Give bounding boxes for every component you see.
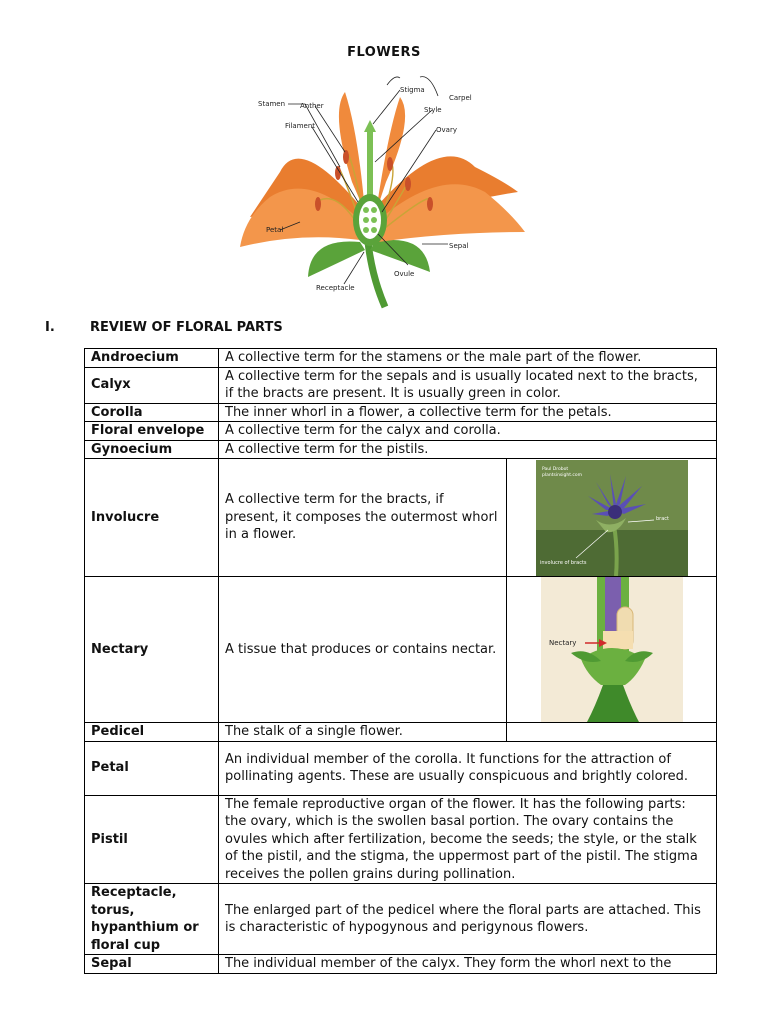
definition-cell: A collective term for the bracts, if present, it composes the outermost whorl in a flower. [219,459,507,577]
term-cell: Androecium [85,349,219,368]
nectary-image [507,577,717,723]
term-cell: Corolla [85,403,219,422]
label-style: Style [424,106,442,114]
table-row [85,440,717,459]
definition-cell: A collective term for the calyx and corolla. [219,422,717,441]
nectary-label: Nectary [548,639,576,647]
definition-cell: A collective term for the pistils. [219,440,717,459]
floral-parts-table [84,348,717,974]
definition-cell: The enlarged part of the pedicel where the floral parts are attached. This is characteristic of hypogynous and perigynous flowers. [219,884,717,955]
table-row [85,741,717,795]
section-number: I. [45,320,55,335]
term-cell: Receptacle, torus, hypanthium or floral cup [85,884,219,955]
involucre-label: involucre of bracts [539,559,587,566]
table-row [85,349,717,368]
definition-cell: An individual member of the corolla. It functions for the attraction of pollinating agents. These are usually conspicuous and brightly colored. [219,741,717,795]
table-row [85,884,717,955]
table-row [85,577,717,723]
label-ovule: Ovule [394,270,415,278]
term-cell: Nectary [85,577,219,723]
label-stamen: Stamen [258,100,286,108]
definition-cell: A collective term for the sepals and is usually located next to the bracts, if the bracts are present. It is usually green in color. [219,367,717,403]
term-cell: Gynoecium [85,440,219,459]
definition-cell: A collective term for the stamens or the male part of the flower. [219,349,717,368]
section-title: REVIEW OF FLORAL PARTS [90,320,283,335]
empty-cell [507,723,717,742]
page-title: FLOWERS [347,45,421,60]
definition-cell: The stalk of a single flower. [219,723,507,742]
table-row [85,955,717,974]
definition-cell: The individual member of the calyx. They form the whorl next to the [219,955,717,974]
label-anther: Anther [300,102,324,110]
photo-credit-site: plantsinsight.com [541,472,582,478]
table-row [85,795,717,884]
term-cell: Pistil [85,795,219,884]
label-receptacle: Receptacle [316,284,355,292]
term-cell: Sepal [85,955,219,974]
term-cell: Floral envelope [85,422,219,441]
table-row [85,422,717,441]
term-cell: Calyx [85,367,219,403]
table-row [85,367,717,403]
table-row [85,459,717,577]
label-filament: Filament [285,122,316,130]
bract-label: bract [655,515,669,522]
term-cell: Involucre [85,459,219,577]
term-cell: Pedicel [85,723,219,742]
table-row [85,723,717,742]
flower-diagram [240,72,530,312]
definition-cell: The female reproductive organ of the flower. It has the following parts: the ovary, which is the swollen basal portion. The ovary contains the ovules which after fertilization, become the seeds; the style, or the stalk of the pistil, and the stigma, the uppermost part of the pistil. The stigma receives the pollen grains during pollination. [219,795,717,884]
term-cell: Petal [85,741,219,795]
label-petal: Petal [266,226,284,234]
definition-cell: The inner whorl in a flower, a collective term for the petals. [219,403,717,422]
label-sepal: Sepal [449,242,469,250]
table-row [85,403,717,422]
label-ovary: Ovary [436,126,457,134]
label-stigma: Stigma [400,86,425,94]
label-carpel: Carpel [449,94,472,102]
definition-cell: A tissue that produces or contains nectar. [219,577,507,723]
photo-credit-name: Paul Drobot [541,466,568,472]
involucre-photo [507,459,717,577]
